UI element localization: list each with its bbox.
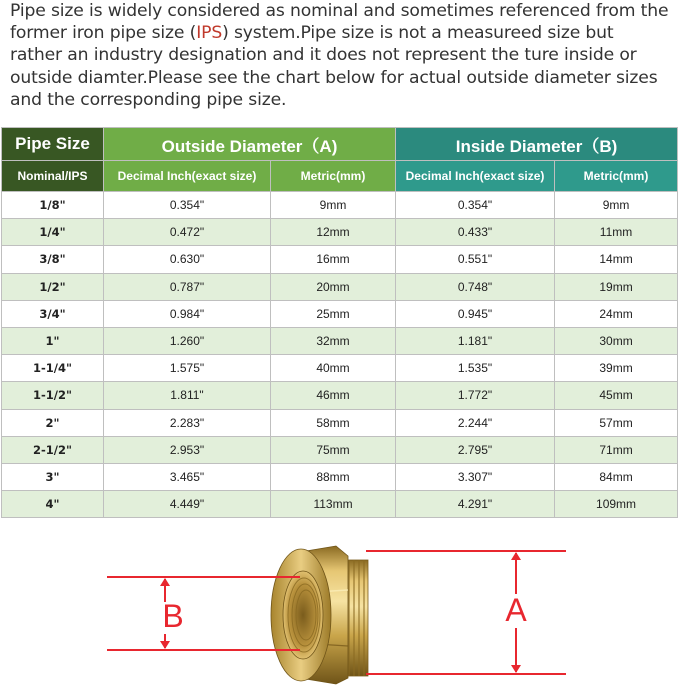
- cell-od-decimal: 2.283": [104, 409, 271, 436]
- cell-nominal: 1/8": [2, 192, 104, 219]
- cell-id-decimal: 0.945": [396, 300, 555, 327]
- cell-od-decimal: 3.465": [104, 463, 271, 490]
- cell-id-decimal: 1.772": [396, 382, 555, 409]
- cell-id-decimal: 4.291": [396, 491, 555, 518]
- cell-od-metric: 12mm: [271, 219, 396, 246]
- cell-od-decimal: 1.811": [104, 382, 271, 409]
- cell-nominal: 1/4": [2, 219, 104, 246]
- dimension-a: [366, 551, 566, 674]
- cell-od-decimal: 1.575": [104, 355, 271, 382]
- cell-id-metric: 45mm: [555, 382, 678, 409]
- cell-id-decimal: 1.181": [396, 327, 555, 354]
- cell-id-decimal: 0.433": [396, 219, 555, 246]
- cell-od-decimal: 1.260": [104, 327, 271, 354]
- cell-od-decimal: 0.472": [104, 219, 271, 246]
- cell-id-decimal: 0.354": [396, 192, 555, 219]
- cell-nominal: 3/4": [2, 300, 104, 327]
- table-row: [2, 382, 678, 409]
- cell-od-decimal: 0.787": [104, 273, 271, 300]
- table-row: [2, 300, 678, 327]
- table-row: [2, 192, 678, 219]
- cell-id-metric: 71mm: [555, 436, 678, 463]
- bushing-dimension-diagram: [0, 538, 679, 686]
- table-row: [2, 246, 678, 273]
- cell-id-decimal: 2.244": [396, 409, 555, 436]
- cell-id-metric: 9mm: [555, 192, 678, 219]
- cell-od-metric: 88mm: [271, 463, 396, 490]
- cell-nominal: 2-1/2": [2, 436, 104, 463]
- cell-id-decimal: 1.535": [396, 355, 555, 382]
- table-row: [2, 409, 678, 436]
- cell-od-metric: 16mm: [271, 246, 396, 273]
- intro-text-part2: ) system.Pipe size is not a measureed size but rather an industry designation and it does not represent the ture inside or outside diamter.Please see the chart below for actual outside diameter sizes and the corresponding pipe size.: [10, 23, 658, 110]
- cell-id-metric: 84mm: [555, 463, 678, 490]
- cell-od-metric: 20mm: [271, 273, 396, 300]
- cell-od-metric: 40mm: [271, 355, 396, 382]
- cell-nominal: 1-1/4": [2, 355, 104, 382]
- cell-nominal: 3/8": [2, 246, 104, 273]
- bushing-fitting: [271, 546, 368, 684]
- table-row: [2, 219, 678, 246]
- subheader-od-decimal: Decimal Inch(exact size): [104, 161, 271, 192]
- cell-nominal: 1/2": [2, 273, 104, 300]
- cell-od-metric: 46mm: [271, 382, 396, 409]
- cell-id-metric: 11mm: [555, 219, 678, 246]
- header-inside-diameter: Inside Diameter（B): [396, 128, 678, 161]
- cell-id-metric: 14mm: [555, 246, 678, 273]
- table-row: [2, 273, 678, 300]
- cell-id-decimal: 0.551": [396, 246, 555, 273]
- table-row: [2, 436, 678, 463]
- cell-id-metric: 30mm: [555, 327, 678, 354]
- table-row: [2, 491, 678, 518]
- cell-nominal: 4": [2, 491, 104, 518]
- cell-od-metric: 113mm: [271, 491, 396, 518]
- cell-id-decimal: 0.748": [396, 273, 555, 300]
- table-row: [2, 463, 678, 490]
- cell-id-metric: 39mm: [555, 355, 678, 382]
- intro-paragraph: [10, 0, 670, 111]
- cell-id-metric: 24mm: [555, 300, 678, 327]
- intro-ips-highlight: IPS: [196, 23, 223, 44]
- header-outside-diameter: Outside Diameter（A): [104, 128, 396, 161]
- cell-nominal: 1": [2, 327, 104, 354]
- cell-id-metric: 19mm: [555, 273, 678, 300]
- dimension-a-label: A: [505, 592, 527, 628]
- cell-od-decimal: 0.630": [104, 246, 271, 273]
- cell-nominal: 2": [2, 409, 104, 436]
- cell-nominal: 3": [2, 463, 104, 490]
- subheader-id-metric: Metric(mm): [555, 161, 678, 192]
- subheader-od-metric: Metric(mm): [271, 161, 396, 192]
- header-pipe-size: Pipe Size: [2, 128, 104, 161]
- subheader-nominal: Nominal/IPS: [2, 161, 104, 192]
- cell-od-metric: 32mm: [271, 327, 396, 354]
- pipe-size-table: [1, 127, 678, 518]
- cell-od-decimal: 2.953": [104, 436, 271, 463]
- intro-text-part1: Pipe size is widely considered as nominal and sometimes referenced from the former iron pipe size (: [10, 1, 669, 44]
- dimension-b-label: B: [162, 598, 184, 634]
- table-row: [2, 355, 678, 382]
- cell-od-metric: 58mm: [271, 409, 396, 436]
- table-row: [2, 327, 678, 354]
- cell-id-metric: 57mm: [555, 409, 678, 436]
- cell-id-metric: 109mm: [555, 491, 678, 518]
- cell-od-metric: 75mm: [271, 436, 396, 463]
- subheader-id-decimal: Decimal Inch(exact size): [396, 161, 555, 192]
- cell-od-decimal: 0.984": [104, 300, 271, 327]
- cell-od-metric: 25mm: [271, 300, 396, 327]
- cell-nominal: 1-1/2": [2, 382, 104, 409]
- cell-od-decimal: 4.449": [104, 491, 271, 518]
- cell-od-decimal: 0.354": [104, 192, 271, 219]
- cell-id-decimal: 3.307": [396, 463, 555, 490]
- cell-id-decimal: 2.795": [396, 436, 555, 463]
- cell-od-metric: 9mm: [271, 192, 396, 219]
